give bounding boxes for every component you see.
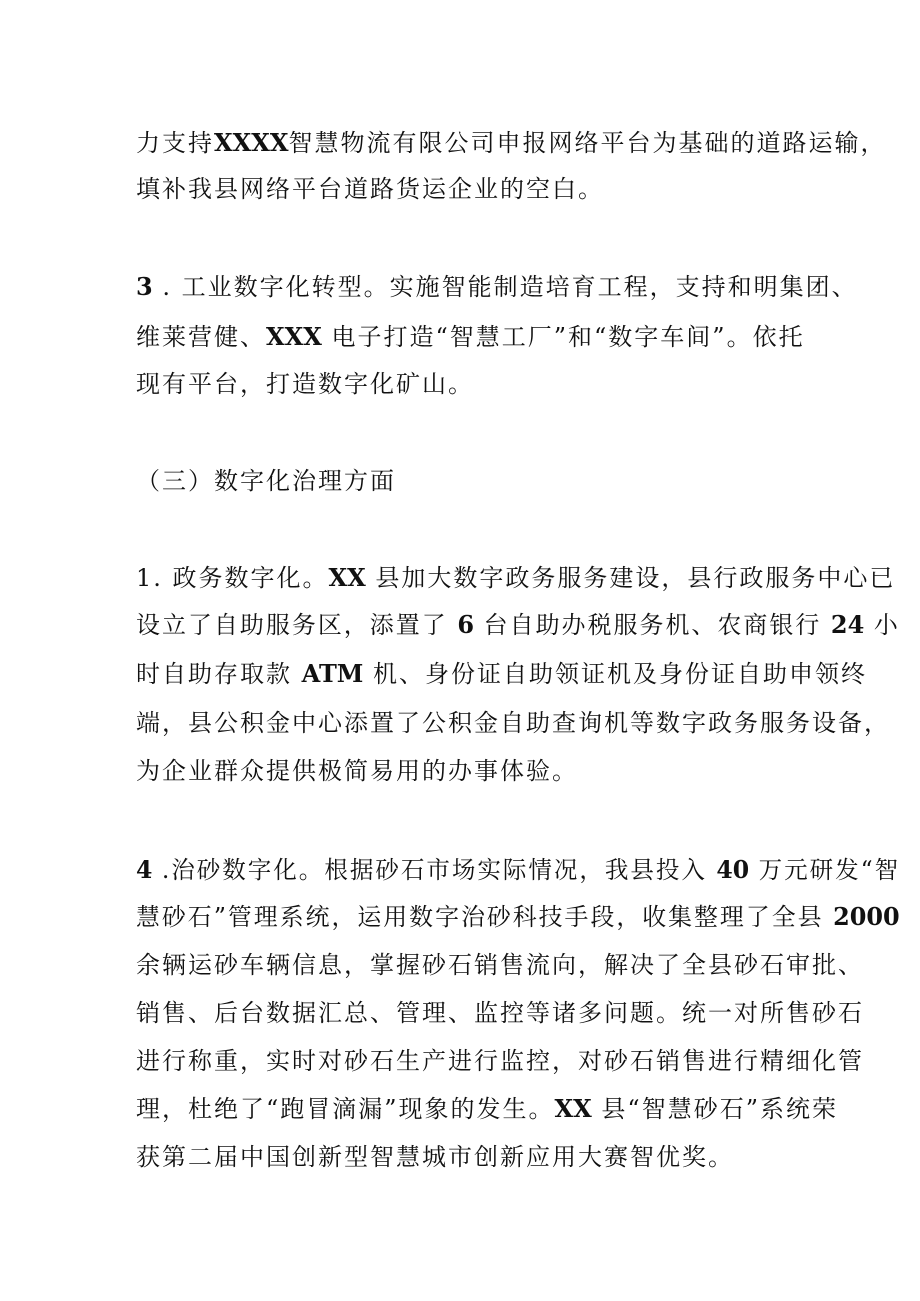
paragraph-1-line-1: 力支持XXXX智慧物流有限公司申报网络平台为基础的道路运输， (136, 128, 887, 157)
paragraph-2-line-1: 3 . 工业数字化转型。实施智能制造培育工程，支持和明集团、 (136, 272, 858, 301)
paragraph-3-line-1: 1. 政务数字化。XX 县加大数字政务服务建设，县行政服务中心已 (136, 563, 896, 592)
paragraph-4-line-5: 进行称重，实时对砂石生产进行监控，对砂石销售进行精细化管 (136, 1047, 864, 1075)
paragraph-3-line-5: 为企业群众提供极简易用的办事体验。 (136, 757, 578, 785)
paragraph-1-line-2: 填补我县网络平台道路货运企业的空白。 (136, 175, 604, 203)
paragraph-3-line-4: 端，县公积金中心添置了公积金自助查询机等数字政务服务设备， (136, 709, 890, 737)
paragraph-4-line-1: 4 .治砂数字化。根据砂石市场实际情况，我县投入 40 万元研发“智 (136, 855, 901, 884)
paragraph-4-line-4: 销售、后台数据汇总、管理、监控等诸多问题。统一对所售砂石 (136, 999, 864, 1027)
paragraph-2-line-3: 现有平台，打造数字化矿山。 (136, 370, 474, 398)
paragraph-4-line-3: 余辆运砂车辆信息，掌握砂石销售流向，解决了全县砂石审批、 (136, 951, 864, 979)
paragraph-4-line-2: 慧砂石”管理系统，运用数字治砂科技手段，收集整理了全县 2000 (136, 902, 900, 931)
paragraph-2-line-2: 维莱营健、XXX 电子打造“智慧工厂”和“数字车间”。依托 (136, 322, 805, 351)
section-heading: （三）数字化治理方面 (136, 467, 396, 495)
paragraph-4-line-6: 理，杜绝了“跑冒滴漏”现象的发生。XX 县“智慧砂石”系统荣 (136, 1094, 838, 1123)
paragraph-4-line-7: 获第二届中国创新型智慧城市创新应用大赛智优奖。 (136, 1143, 734, 1171)
paragraph-3-line-2: 设立了自助服务区，添置了 6 台自助办税服务机、农商银行 24 小 (136, 610, 900, 639)
paragraph-3-line-3: 时自助存取款 ATM 机、身份证自助领证机及身份证自助申领终 (136, 659, 868, 688)
